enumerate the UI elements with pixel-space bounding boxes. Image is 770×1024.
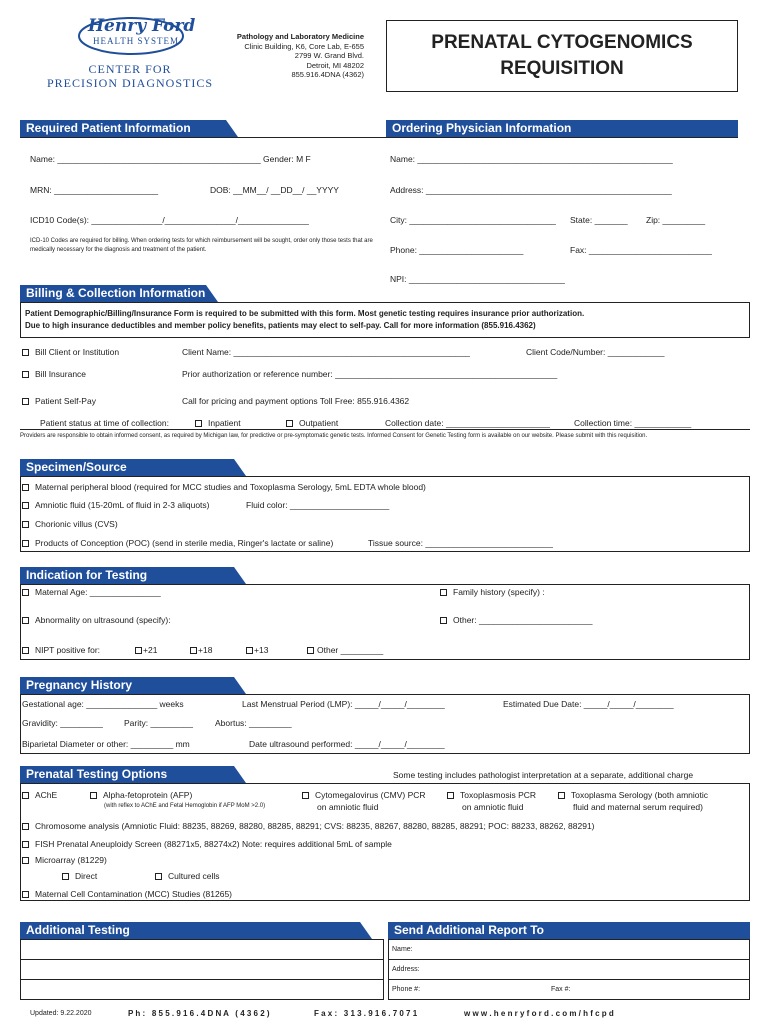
indication-header: Indication for Testing (20, 567, 234, 584)
ache-label: AChE (35, 790, 58, 800)
ultrasound-abnormality-option[interactable] (22, 615, 171, 625)
billing-notice-box (20, 302, 750, 338)
footer-updated: Updated: 9.22.2020 (30, 1010, 92, 1017)
specimen-blood[interactable] (22, 482, 426, 492)
inpatient-checkbox[interactable] (195, 420, 202, 427)
physician-state-field[interactable]: State: _______ (570, 215, 628, 225)
family-history-checkbox[interactable] (440, 589, 447, 596)
nipt-21-option[interactable] (135, 645, 157, 655)
outpatient-option[interactable] (286, 418, 338, 428)
mcc-label: Maternal Cell Contamination (MCC) Studies (81265) (35, 889, 232, 899)
footer-phone: P h : 8 5 5 . 9 1 6 . 4 D N A ( 4 3 6 2 ) (128, 1009, 270, 1018)
physician-header: Ordering Physician Information (386, 120, 738, 137)
billing-header: Billing & Collection Information (20, 285, 206, 302)
collection-date-field[interactable]: Collection date: ______________________ (385, 418, 550, 428)
icd-note: ICD-10 Codes are required for billing. When ordering tests for which reimbursement will be sought, order only those tests that are medically necessary for the diagnosis and treatment of the patient. (30, 238, 373, 253)
specimen-poc-checkbox[interactable] (22, 540, 29, 547)
nipt-13-option[interactable] (246, 645, 268, 655)
nipt-other-label: Other _________ (317, 645, 384, 655)
billing-notice1: Patient Demographic/Billing/Insurance Form is required to be submitted with this form. Most genetic testing requires insurance prior authorization. (25, 309, 585, 318)
cmv-option[interactable] (302, 790, 426, 800)
patient-mrn-field[interactable]: MRN: ______________________ (30, 185, 159, 195)
indication-other-option[interactable] (440, 615, 592, 625)
logo-system: HEALTH SYSTEM (93, 36, 179, 46)
cultured-label: Cultured cells (168, 871, 220, 881)
testing-header: Prenatal Testing Options (20, 766, 234, 783)
physician-fax-field[interactable]: Fax: __________________________ (570, 245, 712, 255)
abortus-field[interactable]: Abortus: _________ (215, 718, 292, 728)
microarray-label: Microarray (81229) (35, 855, 107, 865)
afp-note: (with reflex to AChE and Fetal Hemoglobin if AFP MoM >2.0) (104, 803, 266, 809)
fish-option[interactable] (22, 839, 392, 849)
lab-addr3: Detroit, MI 48202 (306, 60, 364, 70)
toxo-serology-checkbox[interactable] (558, 792, 565, 799)
afp-checkbox[interactable] (90, 792, 97, 799)
nipt-13-label: +13 (254, 645, 269, 655)
nipt-18-checkbox[interactable] (190, 647, 197, 654)
specimen-poc-label: Products of Conception (POC) (send in sterile media, Ringer's lactate or saline) (35, 538, 334, 548)
gestational-age-field[interactable]: Gestational age: _______________ weeks (22, 699, 184, 709)
billing-notice2: Due to high insurance deductibles and member policy benefits, patients may elect to self-pay. Call for more information (855.916.4362) (25, 321, 536, 330)
report-fax-field[interactable]: Fax #: (551, 986, 571, 993)
additional-header: Additional Testing (20, 922, 360, 939)
direct-checkbox[interactable] (62, 873, 69, 880)
cmv-checkbox[interactable] (302, 792, 309, 799)
specimen-blood-checkbox[interactable] (22, 484, 29, 491)
family-history-option[interactable] (440, 587, 545, 597)
nipt-18-label: +18 (198, 645, 213, 655)
specimen-blood-label: Maternal peripheral blood (required for MCC studies and Toxoplasma Serology, 5mL EDTA whole blood) (35, 482, 426, 492)
due-date-field[interactable]: Estimated Due Date: _____/_____/________ (503, 699, 674, 709)
toxo-pcr-label: Toxoplasmosis PCR (460, 790, 537, 800)
title-line1: PRENATAL CYTOGENOMICS (431, 32, 693, 53)
physician-name-field[interactable]: Name: ______________________________________________________ (390, 154, 673, 164)
toxo-pcr-label-line2: on amniotic fluid (462, 802, 524, 812)
patient-dob-field[interactable]: DOB: __MM__/ __DD__/ __YYYY (210, 185, 339, 195)
title-line2: REQUISITION (500, 58, 624, 79)
physician-address-field[interactable]: Address: ____________________________________________________ (390, 185, 672, 195)
nipt-other-option[interactable] (307, 645, 383, 655)
family-history-label: Family history (specify) : (453, 587, 545, 597)
patient-status-label: Patient status at time of collection: (40, 418, 169, 428)
bill-client-label: Bill Client or Institution (35, 347, 120, 357)
toxo-pcr-option[interactable] (447, 790, 536, 800)
cmv-label: Cytomegalovirus (CMV) PCR (315, 790, 426, 800)
lab-addr1: Clinic Building, K6, Core Lab, E-655 (244, 41, 364, 51)
report-address-field[interactable]: Address: (392, 966, 420, 973)
ultrasound-abnormality-label: Abnormality on ultrasound (specify): (35, 615, 171, 625)
cultured-checkbox[interactable] (155, 873, 162, 880)
bill-insurance-label: Bill Insurance (35, 369, 87, 379)
outpatient-label: Outpatient (299, 418, 339, 428)
specimen-cvs-checkbox[interactable] (22, 521, 29, 528)
physician-phone-field[interactable]: Phone: ______________________ (390, 245, 524, 255)
bill-client-checkbox[interactable] (22, 349, 29, 356)
toxo-pcr-checkbox[interactable] (447, 792, 454, 799)
self-pay-checkbox[interactable] (22, 398, 29, 405)
bill-client-option[interactable] (22, 347, 119, 357)
bill-insurance-checkbox[interactable] (22, 371, 29, 378)
nipt-positive-checkbox[interactable] (22, 647, 29, 654)
patient-name-field[interactable]: Name: ___________________________________________ Gender: M F (30, 154, 311, 164)
indication-other-checkbox[interactable] (440, 617, 447, 624)
maternal-age-option[interactable] (22, 587, 161, 597)
physician-zip-field[interactable]: Zip: _________ (646, 215, 706, 225)
gravidity-field[interactable]: Gravidity: _________ (22, 718, 103, 728)
microarray-checkbox[interactable] (22, 857, 29, 864)
physician-npi-field[interactable]: NPI: _________________________________ (390, 274, 565, 284)
client-code-field[interactable]: Client Code/Number: ____________ (526, 347, 665, 357)
cmv-label-line2: on amniotic fluid (317, 802, 379, 812)
patient-icd-field[interactable]: ICD10 Code(s): _______________/_______________/_______________ (30, 215, 309, 225)
lab-address (200, 32, 364, 80)
report-name-field[interactable]: Name: (392, 946, 413, 953)
lab-name: Pathology and Laboratory Medicine (236, 32, 364, 41)
chromosome-label: Chromosome analysis (Amniotic Fluid: 88235, 88269, 88280, 88285, 88291; CVS: 88235, 88267, 88280, 88285, 88291; POC: 88233, 88262, 88291) (35, 821, 595, 831)
fish-label: FISH Prenatal Aneuploidy Screen (88271x5, 88274x2) Note: requires additional 5mL of sample (35, 839, 392, 849)
toxo-serology-label-line2: fluid and maternal serum required) (573, 802, 703, 812)
self-pay-label: Patient Self-Pay (35, 396, 96, 406)
specimen-amniotic-label: Amniotic fluid (15-20mL of fluid in 2-3 aliquots) (35, 500, 210, 510)
title-box (386, 20, 738, 92)
outpatient-checkbox[interactable] (286, 420, 293, 427)
logo-center-line1: CENTER FOR (88, 62, 172, 76)
cultured-option[interactable] (155, 871, 220, 881)
mcc-option[interactable] (22, 889, 232, 899)
toxo-serology-option[interactable] (558, 790, 708, 800)
fish-checkbox[interactable] (22, 841, 29, 848)
indication-other-label: Other: ________________________ (453, 615, 593, 625)
pregnancy-header: Pregnancy History (20, 677, 234, 694)
parity-field[interactable]: Parity: _________ (124, 718, 193, 728)
logo-brand: Henry Ford (88, 16, 196, 36)
bill-insurance-option[interactable] (22, 369, 86, 379)
ultrasound-abnormality-checkbox[interactable] (22, 617, 29, 624)
inpatient-option[interactable] (195, 418, 241, 428)
bpd-field[interactable]: Biparietal Diameter or other: _________ mm (22, 739, 190, 749)
tissue-source-field[interactable]: Tissue source: ___________________________ (368, 538, 553, 548)
footer-web: w w w . h e n r y f o r d . c o m / h f c p d (464, 1009, 614, 1018)
maternal-age-label: Maternal Age: _______________ (35, 587, 161, 597)
nipt-positive-option[interactable] (22, 645, 100, 655)
nipt-positive-label: NIPT positive for: (35, 645, 101, 655)
report-phone-field[interactable]: Phone #: (392, 986, 421, 993)
afp-option[interactable] (90, 790, 192, 800)
specimen-cvs-label: Chorionic villus (CVS) (35, 519, 118, 529)
nipt-21-checkbox[interactable] (135, 647, 142, 654)
nipt-other-checkbox[interactable] (307, 647, 314, 654)
lab-addr2: 2799 W. Grand Blvd. (294, 51, 364, 60)
client-name-field[interactable]: Client Name: __________________________________________________ (182, 347, 470, 357)
nipt-21-label: +21 (143, 645, 158, 655)
specimen-cvs[interactable] (22, 519, 118, 529)
afp-label: Alpha-fetoprotein (AFP) (103, 790, 193, 800)
specimen-header: Specimen/Source (20, 459, 234, 476)
fluid-color-field[interactable]: Fluid color: _____________________ (246, 500, 390, 510)
maternal-age-checkbox[interactable] (22, 589, 29, 596)
self-pay-info: Call for pricing and payment options Toll Free: 855.916.4362 (182, 396, 410, 406)
microarray-option[interactable] (22, 855, 107, 865)
footer-fax: F a x : 3 1 3 . 9 1 6 . 7 0 7 1 (314, 1009, 418, 1018)
ache-checkbox[interactable] (22, 792, 29, 799)
toxo-serology-label: Toxoplasma Serology (both amniotic (571, 790, 709, 800)
additional-box[interactable] (20, 939, 384, 1000)
nipt-13-checkbox[interactable] (246, 647, 253, 654)
nipt-18-option[interactable] (190, 645, 212, 655)
mcc-checkbox[interactable] (22, 891, 29, 898)
chromosome-checkbox[interactable] (22, 823, 29, 830)
specimen-amniotic-checkbox[interactable] (22, 502, 29, 509)
direct-option[interactable] (62, 871, 97, 881)
testing-note: Some testing includes pathologist interpretation at a separate, additional charge (393, 770, 694, 780)
ultrasound-date-field[interactable]: Date ultrasound performed: _____/_____/________ (249, 739, 445, 749)
ache-option[interactable] (22, 790, 57, 800)
prior-auth-field[interactable]: Prior authorization or reference number: _______________________________________________ (182, 369, 558, 379)
lmp-field[interactable]: Last Menstrual Period (LMP): _____/_____/________ (242, 699, 445, 709)
report-header: Send Additional Report To (388, 922, 750, 939)
specimen-poc[interactable] (22, 538, 333, 548)
patient-header: Required Patient Information (20, 120, 226, 137)
direct-label: Direct (75, 871, 98, 881)
specimen-amniotic[interactable] (22, 500, 210, 510)
logo-center-line2: PRECISION DIAGNOSTICS (46, 76, 213, 90)
consent-note: Providers are responsible to obtain informed consent, as required by Michigan law, for predictive or pre-symptomatic genetic tests. Informed Consent for Genetic Testing form is available on our website. Please submit with this requisition. (20, 433, 648, 439)
physician-city-field[interactable]: City: _______________________________ (390, 215, 556, 225)
lab-phone: 855.916.4DNA (4362) (291, 70, 364, 79)
chromosome-option[interactable] (22, 821, 595, 831)
collection-time-field[interactable]: Collection time: ____________ (574, 418, 692, 428)
self-pay-option[interactable] (22, 396, 96, 406)
inpatient-label: Inpatient (208, 418, 241, 428)
